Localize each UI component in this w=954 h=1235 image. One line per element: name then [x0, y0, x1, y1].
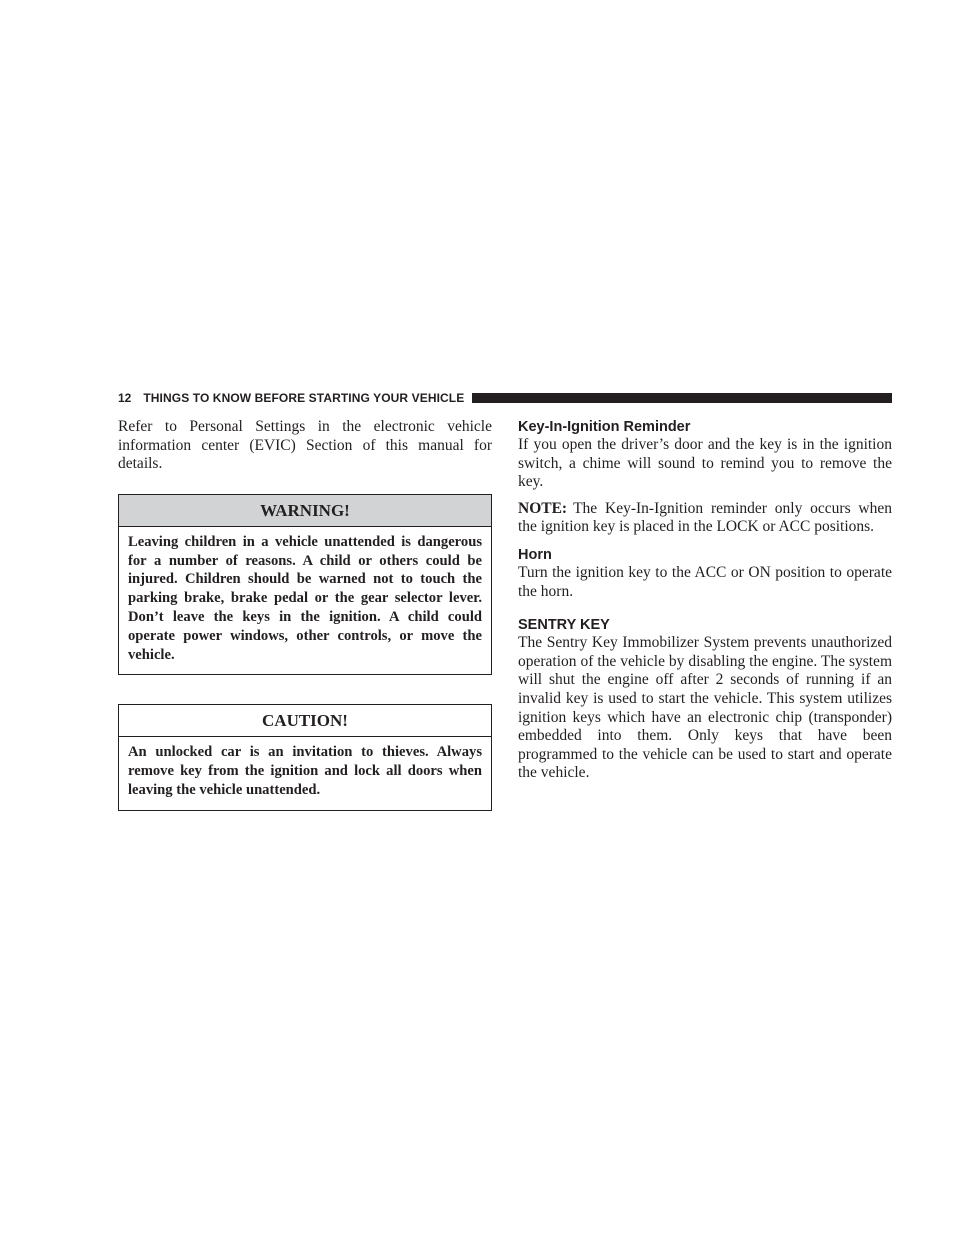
right-column: [518, 418, 892, 783]
caution-body: An unlocked car is an invitation to thieves. Always remove key from the ignition and lock all doors when leaving the vehicle unattended.: [128, 744, 482, 798]
sentry-key-body: The Sentry Key Immobilizer System prevents unauthorized operation of the vehicle by disabling the engine. The system will shut the engine off after 2 seconds of running if an invalid key is used to start the vehicle. This system utilizes ignition keys which have an electronic chip (transponder) embedded into them. Only keys that have been programmed to the vehicle can be used to start and operate the vehicle.: [518, 634, 892, 782]
note-text: The Key-In-Ignition reminder only occurs when the ignition key is placed in the LOCK or ACC positions.: [518, 499, 892, 536]
key-reminder-heading: Key-In-Ignition Reminder: [518, 419, 691, 435]
sentry-key-heading: SENTRY KEY: [518, 617, 610, 634]
key-reminder-body: If you open the driver’s door and the key is in the ignition switch, a chime will sound to remind you to remove the key.: [518, 436, 892, 491]
caution-title: CAUTION!: [119, 705, 491, 737]
warning-title: WARNING!: [119, 495, 491, 527]
page-number: 12: [118, 391, 132, 405]
intro-paragraph: Refer to Personal Settings in the electronic vehicle information center (EVIC) Section of this manual for details.: [118, 418, 492, 473]
horn-body: Turn the ignition key to the ACC or ON position to operate the horn.: [518, 563, 892, 600]
header-rule: [472, 393, 892, 403]
key-reminder-note: [518, 500, 892, 537]
left-column: [118, 418, 492, 811]
page-header: [118, 389, 892, 407]
caution-box: [118, 704, 492, 810]
warning-box: [118, 494, 492, 676]
warning-body: Leaving children in a vehicle unattended is dangerous for a number of reasons. A child or others could be injured. Children should be warned not to touch the parking brake, brake pedal or the gear selector lever. Don’t leave the keys in the ignition. A child could operate power windows, other controls, or move the vehicle.: [128, 533, 482, 663]
note-label: NOTE:: [518, 499, 568, 517]
horn-heading: Horn: [518, 546, 552, 563]
section-title: THINGS TO KNOW BEFORE STARTING YOUR VEHICLE: [143, 391, 465, 405]
